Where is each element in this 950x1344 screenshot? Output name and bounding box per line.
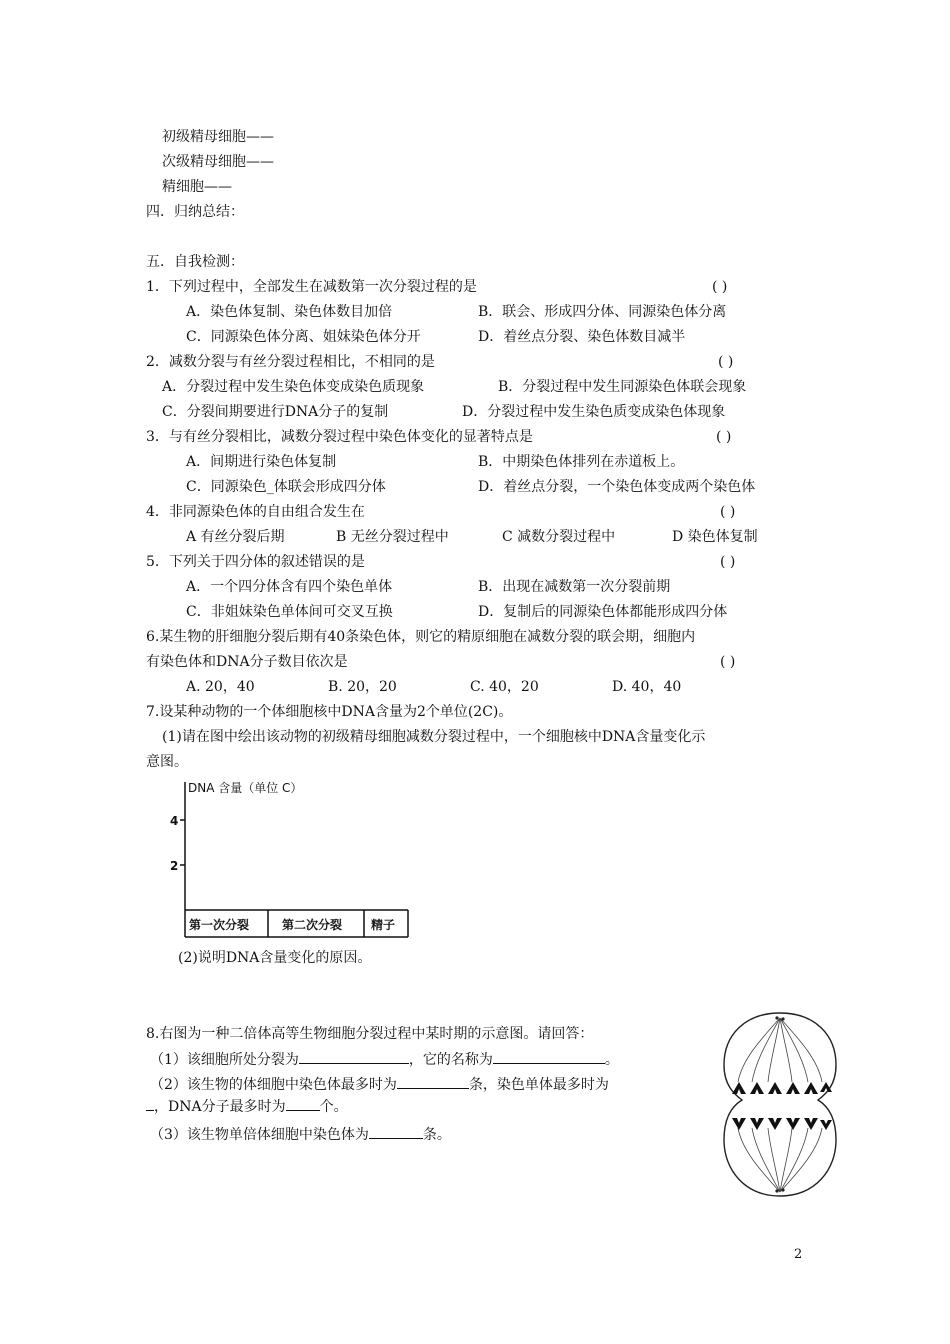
q4-option-c: C 减数分裂过程中 (502, 529, 616, 545)
q5-option-c: C．非姐妹染色单体间可交叉互换 (186, 604, 393, 620)
q8-blank-max-dna[interactable] (286, 1096, 320, 1111)
item-primary-spermatocyte: 初级精母细胞—— (162, 129, 274, 145)
centriole-bottom-a (775, 1189, 778, 1192)
q7-part2: (2)说明DNA含量变化的原因。 (178, 950, 372, 966)
q1-option-c: C．同源染色体分离、姐妹染色体分开 (186, 329, 421, 345)
q7-stem: 7.设某种动物的一个体细胞核中DNA含量为2个单位(2C)。 (146, 704, 513, 720)
graph-phase-first-division: 第一次分裂 (189, 918, 250, 932)
q8-part1-text-b: ，它的名称为 (408, 1052, 493, 1068)
q2-option-d: D．分裂过程中发生染色质变成染色体现象 (462, 404, 726, 420)
q1-option-d: D．着丝点分裂、染色体数目减半 (478, 329, 686, 345)
q8-part1-text-a: （1）该细胞所处分裂为 (150, 1052, 299, 1068)
q8-part1-text-c: 。 (604, 1052, 619, 1068)
q8-part2 (150, 1074, 609, 1095)
q5-option-b: B．出现在减数第一次分裂前期 (478, 579, 671, 595)
q8-blank-haploid-chromosomes[interactable] (369, 1124, 423, 1139)
q5-stem: 5．下列关于四分体的叙述错误的是 (146, 554, 365, 570)
q6-stem-line2: 有染色体和DNA分子数目依次是 (146, 654, 348, 670)
q3-option-b: B．中期染色体排列在赤道板上。 (478, 454, 685, 470)
q5-option-a: A．一个四分体含有四个染色单体 (186, 579, 393, 595)
q7-part1-line1: (1)请在图中绘出该动物的初级精母细胞减数分裂过程中，一个细胞核中DNA含量变化示 (162, 729, 706, 745)
q4-option-b: B 无丝分裂过程中 (336, 529, 449, 545)
q3-stem: 3．与有丝分裂相比，减数分裂过程中染色体变化的显著特点是 (146, 429, 533, 445)
q1-stem: 1．下列过程中，全部发生在减数第一次分裂过程的是 (146, 279, 477, 295)
q4-option-a: A 有丝分裂后期 (186, 529, 285, 545)
chromosomes-bottom (732, 1118, 832, 1130)
centriole-top-b (781, 1017, 784, 1020)
q1-answer-paren: ( ) (712, 279, 728, 295)
q8-blank-max-chromatids[interactable] (146, 1096, 154, 1111)
q8-blank-cell-name[interactable] (493, 1049, 605, 1064)
dna-content-graph (170, 772, 410, 942)
q6-option-d: D. 40，40 (612, 679, 682, 695)
section-4-heading: 四．归纳总结： (146, 204, 244, 220)
q8-blank-division-type[interactable] (299, 1049, 409, 1064)
centriole-bottom-b (781, 1188, 784, 1191)
q3-option-a: A．间期进行染色体复制 (186, 454, 337, 470)
graph-tick-label-4: 4 (170, 814, 179, 828)
q4-option-d: D 染色体复制 (672, 529, 758, 545)
q8-part2-cont (146, 1096, 348, 1117)
q2-option-a: A．分裂过程中发生染色体变成染色质现象 (162, 379, 425, 395)
q8-part3-text-b: 条。 (422, 1127, 451, 1143)
q3-option-c: C．同源染色_体联会形成四分体 (186, 479, 386, 495)
section-5-heading: 五．自我检测： (146, 254, 244, 270)
q2-option-b: B．分裂过程中发生同源染色体联会现象 (498, 379, 747, 395)
q8-part2-text-a: （2）该生物的体细胞中染色体最多时为 (150, 1077, 397, 1093)
q2-answer-paren: ( ) (718, 354, 734, 370)
chromosomes-top (732, 1082, 832, 1094)
page-number: 2 (794, 1247, 803, 1262)
q6-option-b: B. 20，20 (328, 679, 397, 695)
q2-stem: 2．减数分裂与有丝分裂过程相比，不相同的是 (146, 354, 435, 370)
q4-answer-paren: ( ) (720, 504, 736, 520)
q5-option-d: D．复制后的同源染色体都能形成四分体 (478, 604, 728, 620)
q3-option-d: D．着丝点分裂，一个染色体变成两个染色体 (478, 479, 756, 495)
q6-option-a: A. 20，40 (186, 679, 255, 695)
q5-answer-paren: ( ) (720, 554, 736, 570)
q3-answer-paren: ( ) (716, 429, 732, 445)
q8-part2-text-c: ，DNA分子最多时为 (154, 1099, 286, 1115)
q2-option-c: C．分裂间期要进行DNA分子的复制 (162, 404, 389, 420)
q8-blank-max-chromosomes[interactable] (397, 1074, 469, 1089)
item-spermatid: 精细胞—— (162, 179, 232, 195)
q6-option-c: C. 40，20 (470, 679, 539, 695)
graph-ylabel: DNA 含量（单位 C） (188, 781, 303, 795)
q8-part3-text-a: （3）该生物单倍体细胞中染色体为 (150, 1127, 369, 1143)
graph-phase-sperm: 精子 (371, 918, 396, 932)
q8-part3 (150, 1124, 451, 1145)
graph-tick-label-2: 2 (170, 859, 179, 873)
q8-stem: 8.右图为一种二倍体高等生物细胞分裂过程中某时期的示意图。请回答： (146, 1026, 594, 1042)
q4-stem: 4．非同源染色体的自由组合发生在 (146, 504, 365, 520)
cell-membrane (724, 1013, 836, 1196)
q6-stem-line1: 6.某生物的肝细胞分裂后期有40条染色体，则它的精原细胞在减数分裂的联会期，细胞内 (146, 629, 696, 645)
q1-option-a: A．染色体复制、染色体数目加倍 (186, 304, 393, 320)
q8-part2-text-b: 条，染色单体最多时为 (468, 1077, 609, 1093)
centriole-top-a (775, 1016, 778, 1019)
item-secondary-spermatocyte: 次级精母细胞—— (162, 154, 274, 170)
graph-phase-second-division: 第二次分裂 (282, 918, 343, 932)
q8-part2-text-d: 个。 (319, 1099, 348, 1115)
cell-division-diagram (720, 1010, 840, 1200)
spindle-fibers-bottom (738, 1128, 822, 1192)
q1-option-b: B．联会、形成四分体、同源染色体分离 (478, 304, 727, 320)
q7-part1-line2: 意图。 (146, 754, 188, 770)
q8-part1 (150, 1049, 619, 1070)
spindle-fibers-top (738, 1018, 822, 1082)
q6-answer-paren: ( ) (720, 654, 736, 670)
